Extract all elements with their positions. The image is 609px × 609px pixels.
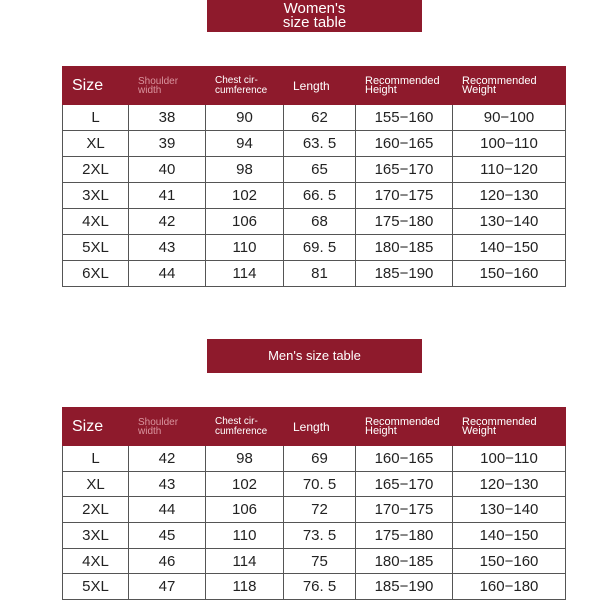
col-chest-line2: cumference xyxy=(215,84,268,96)
cell-length: 69. 5 xyxy=(284,235,356,261)
cell-size: XL xyxy=(63,131,129,157)
table-row xyxy=(63,497,566,523)
cell-chest: 106 xyxy=(206,497,284,523)
cell-height: 175−180 xyxy=(356,523,453,549)
cell-height: 155−160 xyxy=(356,105,453,131)
cell-chest: 106 xyxy=(206,209,284,235)
cell-length: 62 xyxy=(284,105,356,131)
cell-shoulder: 44 xyxy=(129,497,206,523)
cell-size: 5XL xyxy=(63,235,129,261)
cell-weight: 140−150 xyxy=(453,235,566,261)
men-size-table xyxy=(62,407,566,600)
cell-weight: 120−130 xyxy=(453,471,566,497)
table-row xyxy=(63,105,566,131)
cell-shoulder: 40 xyxy=(129,157,206,183)
cell-chest: 114 xyxy=(206,261,284,287)
cell-shoulder: 42 xyxy=(129,446,206,472)
cell-weight: 100−110 xyxy=(453,131,566,157)
table-row xyxy=(63,523,566,549)
cell-shoulder: 42 xyxy=(129,209,206,235)
cell-length: 70. 5 xyxy=(284,471,356,497)
table-row xyxy=(63,471,566,497)
col-size: Size xyxy=(63,67,129,105)
cell-size: 2XL xyxy=(63,497,129,523)
cell-height: 170−175 xyxy=(356,183,453,209)
women-size-table-title xyxy=(207,0,422,32)
cell-shoulder: 44 xyxy=(129,261,206,287)
cell-height: 160−165 xyxy=(356,446,453,472)
cell-shoulder: 47 xyxy=(129,574,206,600)
cell-shoulder: 38 xyxy=(129,105,206,131)
col-recommended-weight xyxy=(453,408,566,446)
women-title-line1: Women's xyxy=(283,0,346,17)
cell-length: 68 xyxy=(284,209,356,235)
table-row xyxy=(63,548,566,574)
cell-size: 5XL xyxy=(63,574,129,600)
women-header-row xyxy=(63,67,566,105)
cell-height: 175−180 xyxy=(356,209,453,235)
cell-chest: 102 xyxy=(206,183,284,209)
col-rec-height-line1: Recommended xyxy=(365,74,440,87)
col-recommended-height xyxy=(356,67,453,105)
cell-weight: 90−100 xyxy=(453,105,566,131)
col-chest-line1: Chest cir- xyxy=(215,74,258,86)
col-rec-weight-line2: Weight xyxy=(462,424,497,437)
table-row xyxy=(63,209,566,235)
cell-size: L xyxy=(63,105,129,131)
cell-size: 3XL xyxy=(63,523,129,549)
col-size: Size xyxy=(63,408,129,446)
col-rec-weight-line1: Recommended xyxy=(462,74,537,87)
cell-shoulder: 39 xyxy=(129,131,206,157)
cell-chest: 98 xyxy=(206,157,284,183)
cell-chest: 110 xyxy=(206,523,284,549)
cell-chest: 110 xyxy=(206,235,284,261)
cell-height: 160−165 xyxy=(356,131,453,157)
cell-height: 180−185 xyxy=(356,548,453,574)
table-row xyxy=(63,261,566,287)
cell-length: 73. 5 xyxy=(284,523,356,549)
col-recommended-weight xyxy=(453,67,566,105)
cell-chest: 94 xyxy=(206,131,284,157)
cell-height: 170−175 xyxy=(356,497,453,523)
col-chest-line2: cumference xyxy=(215,425,268,437)
col-rec-weight-line2: Weight xyxy=(462,83,497,96)
cell-chest: 114 xyxy=(206,548,284,574)
cell-size: 6XL xyxy=(63,261,129,287)
col-chest xyxy=(206,67,284,105)
col-length: Length xyxy=(284,67,356,105)
cell-length: 72 xyxy=(284,497,356,523)
table-row xyxy=(63,446,566,472)
table-row xyxy=(63,183,566,209)
cell-shoulder: 41 xyxy=(129,183,206,209)
table-row xyxy=(63,574,566,600)
men-size-table-title: Men's size table xyxy=(207,339,422,373)
col-shoulder-line2: width xyxy=(138,84,162,96)
col-shoulder-line1: Shoulder xyxy=(138,416,179,428)
col-length: Length xyxy=(284,408,356,446)
cell-weight: 120−130 xyxy=(453,183,566,209)
cell-weight: 160−180 xyxy=(453,574,566,600)
cell-size: 2XL xyxy=(63,157,129,183)
table-row xyxy=(63,235,566,261)
col-shoulder-line2: width xyxy=(138,425,162,437)
men-header-row xyxy=(63,408,566,446)
cell-length: 69 xyxy=(284,446,356,472)
col-recommended-height xyxy=(356,408,453,446)
col-chest xyxy=(206,408,284,446)
cell-weight: 130−140 xyxy=(453,497,566,523)
col-rec-height-line2: Height xyxy=(365,83,397,96)
cell-weight: 100−110 xyxy=(453,446,566,472)
cell-height: 165−170 xyxy=(356,157,453,183)
cell-size: XL xyxy=(63,471,129,497)
cell-length: 81 xyxy=(284,261,356,287)
cell-height: 165−170 xyxy=(356,471,453,497)
cell-chest: 102 xyxy=(206,471,284,497)
col-shoulder-width xyxy=(129,408,206,446)
cell-chest: 118 xyxy=(206,574,284,600)
cell-weight: 110−120 xyxy=(453,157,566,183)
cell-shoulder: 43 xyxy=(129,471,206,497)
col-shoulder-line1: Shoulder xyxy=(138,75,179,87)
cell-length: 75 xyxy=(284,548,356,574)
col-chest-line1: Chest cir- xyxy=(215,415,258,427)
col-shoulder-width xyxy=(129,67,206,105)
cell-weight: 130−140 xyxy=(453,209,566,235)
col-rec-height-line2: Height xyxy=(365,424,397,437)
cell-weight: 150−160 xyxy=(453,261,566,287)
cell-weight: 150−160 xyxy=(453,548,566,574)
cell-shoulder: 43 xyxy=(129,235,206,261)
cell-length: 63. 5 xyxy=(284,131,356,157)
cell-chest: 90 xyxy=(206,105,284,131)
cell-size: 4XL xyxy=(63,548,129,574)
cell-height: 185−190 xyxy=(356,261,453,287)
cell-length: 65 xyxy=(284,157,356,183)
cell-weight: 140−150 xyxy=(453,523,566,549)
col-rec-weight-line1: Recommended xyxy=(462,415,537,428)
women-size-table xyxy=(62,66,566,287)
cell-length: 66. 5 xyxy=(284,183,356,209)
women-title-line2: size table xyxy=(282,14,347,31)
table-row xyxy=(63,157,566,183)
cell-size: 4XL xyxy=(63,209,129,235)
col-rec-height-line1: Recommended xyxy=(365,415,440,428)
cell-size: L xyxy=(63,446,129,472)
cell-chest: 98 xyxy=(206,446,284,472)
cell-height: 180−185 xyxy=(356,235,453,261)
cell-shoulder: 46 xyxy=(129,548,206,574)
cell-shoulder: 45 xyxy=(129,523,206,549)
table-row xyxy=(63,131,566,157)
cell-height: 185−190 xyxy=(356,574,453,600)
cell-size: 3XL xyxy=(63,183,129,209)
cell-length: 76. 5 xyxy=(284,574,356,600)
